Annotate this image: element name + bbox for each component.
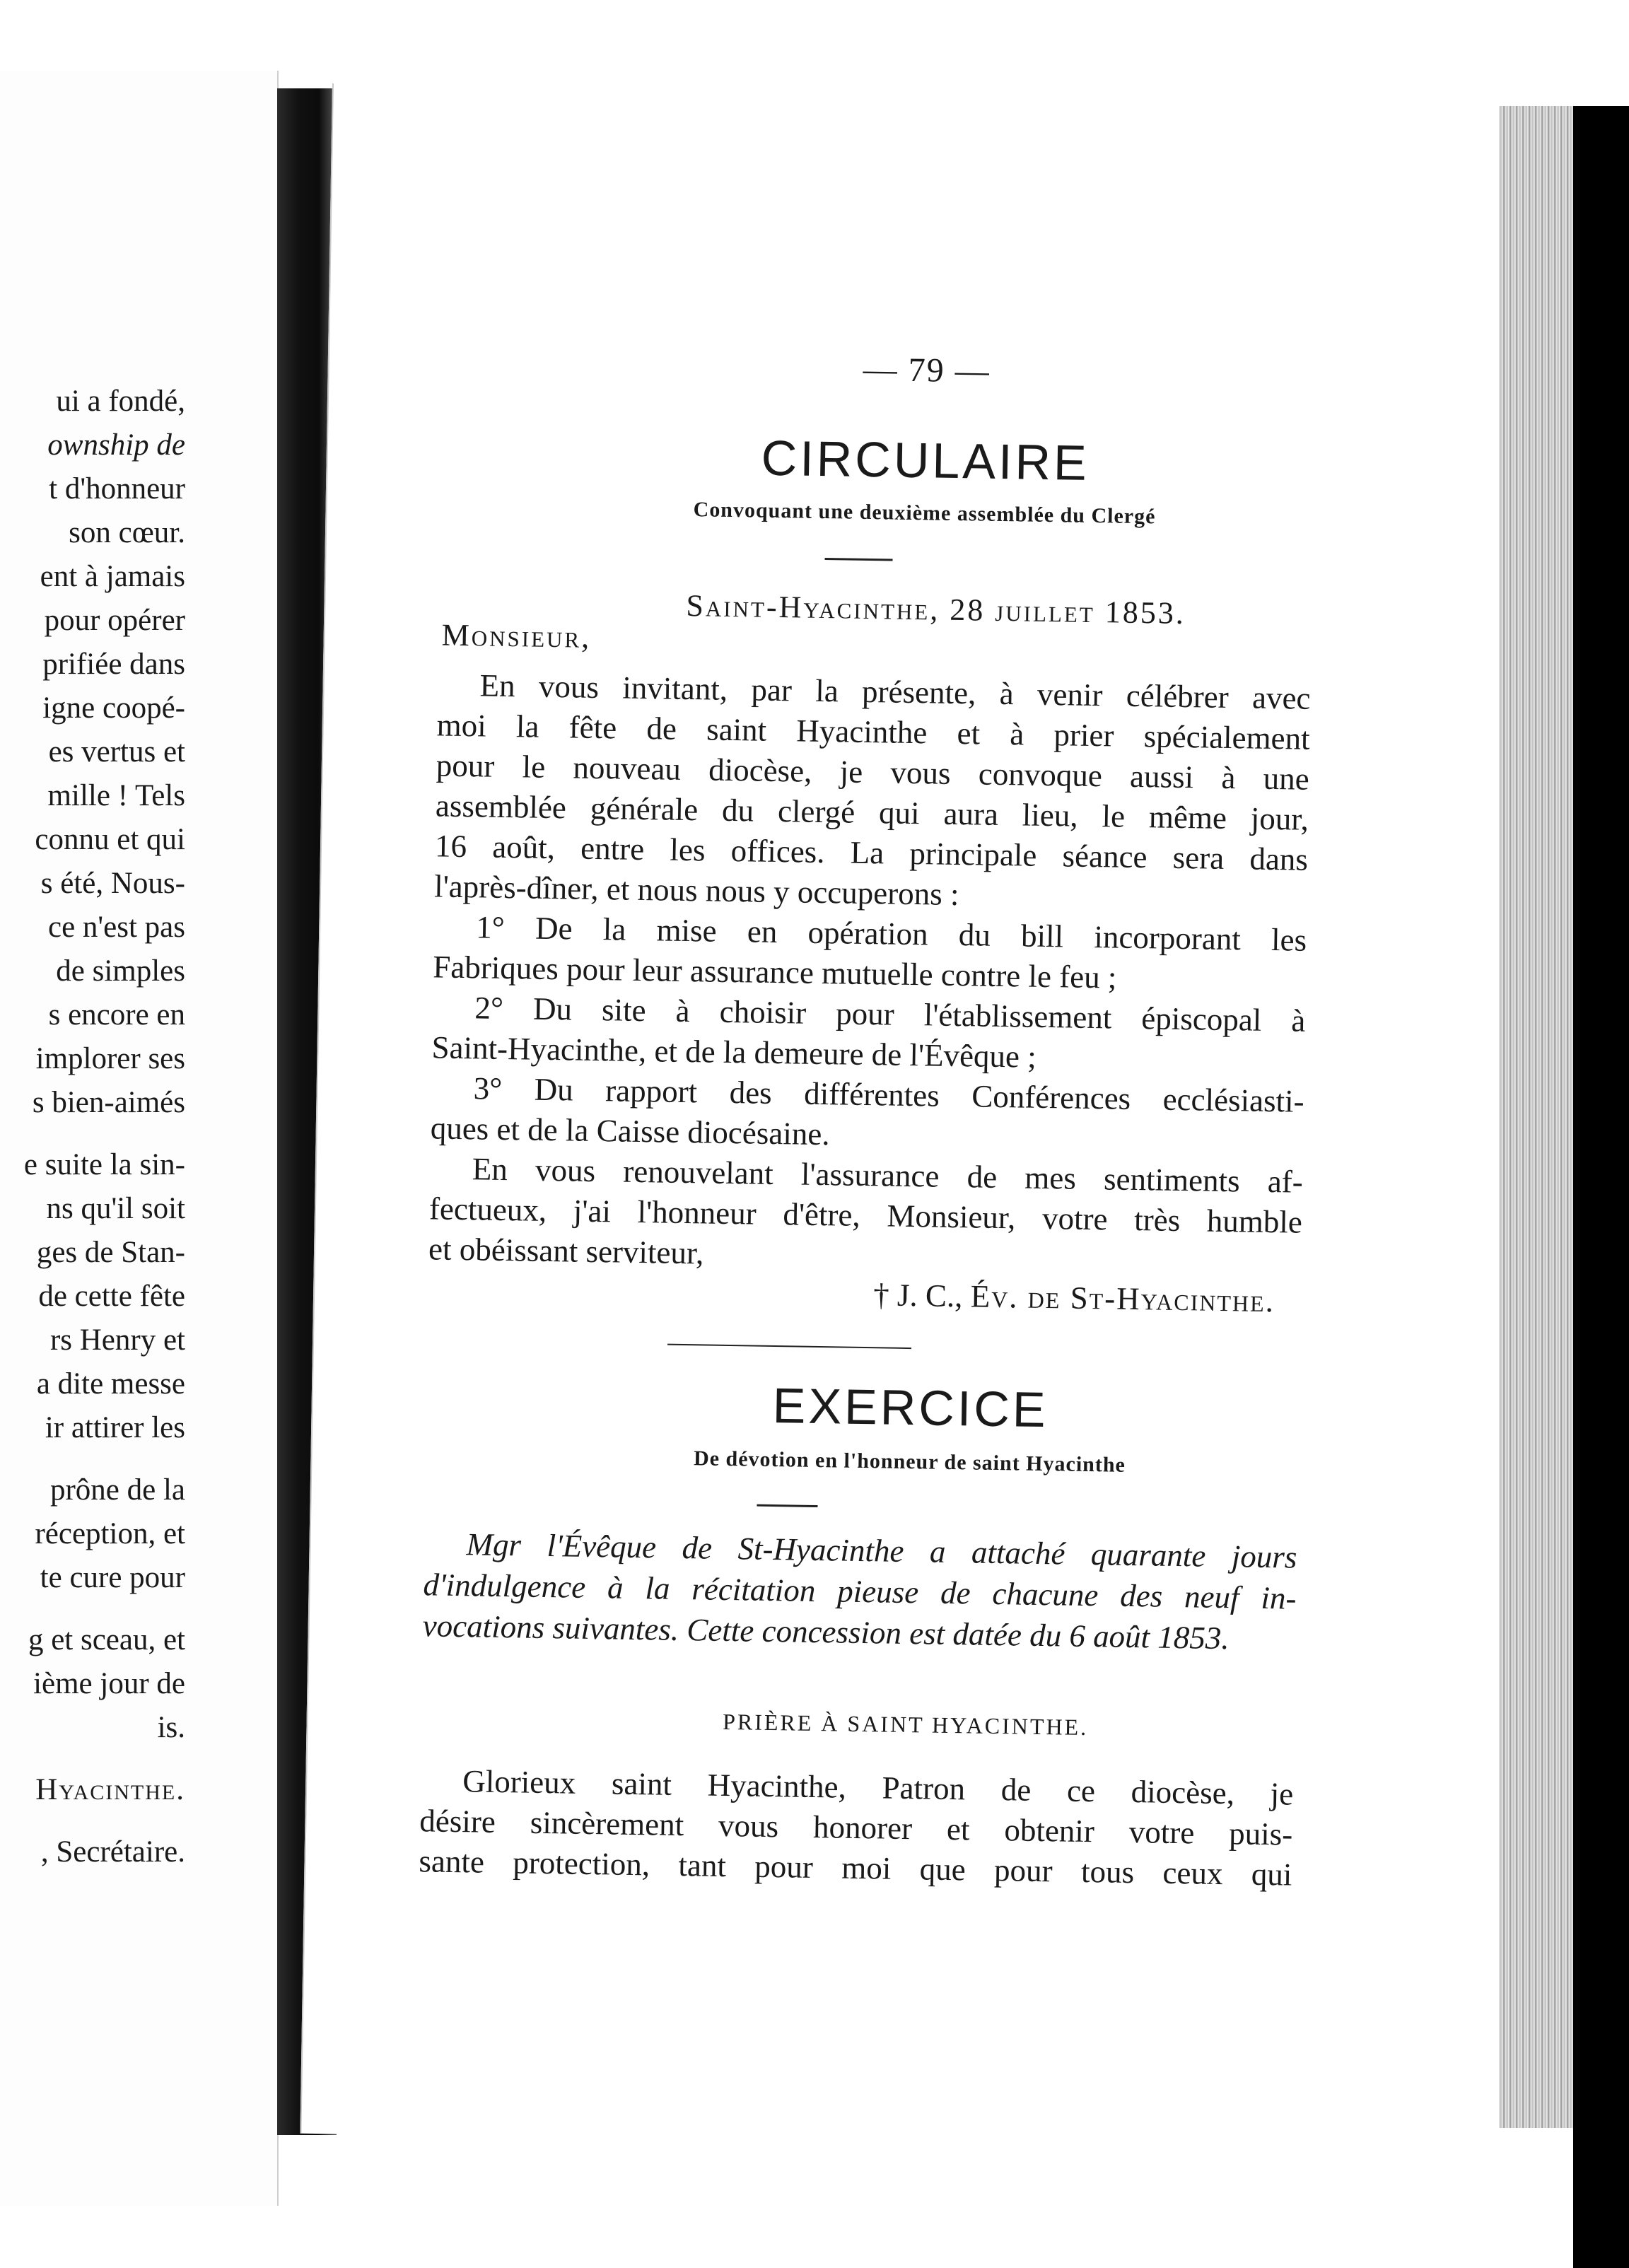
circulaire-body-line: fectueux, j'ai l'honneur d'être, Monsieur, votre très humble [428, 1191, 1303, 1240]
left-page-line: ième jour de [33, 1667, 185, 1700]
circulaire-body-line: l'après-dîner, et nous nous y occuperons : [433, 868, 959, 913]
section-rule [824, 558, 892, 561]
left-page-line: ns qu'il soit [46, 1192, 185, 1225]
circulaire-title: CIRCULAIRE [761, 430, 1090, 491]
left-page-fragment [0, 71, 279, 2206]
prayer-line: Glorieux saint Hyacinthe, Patron de ce diocèse, je [462, 1763, 1294, 1812]
left-page-line: réception, et [35, 1517, 185, 1550]
exercice-intro-line: Mgr l'Évêque de St-Hyacinthe a attaché quarante jours [466, 1526, 1297, 1575]
exercice-intro-line: d'indulgence à la récitation pieuse de chacune des neuf in- [423, 1567, 1297, 1616]
left-page-line: s bien-aimés [32, 1086, 185, 1119]
left-page-line: ui a fondé, [56, 385, 185, 418]
left-page-line: Hyacinthe. [35, 1773, 185, 1806]
signature [873, 1276, 1275, 1319]
left-page-line: connu et qui [35, 823, 185, 856]
left-page-line: rs Henry et [49, 1323, 185, 1357]
circulaire-body-line: 3° Du rapport des différentes Conférences ecclésiasti- [473, 1070, 1304, 1119]
left-page-line: ent à jamais [40, 560, 185, 593]
left-page-line: s encore en [48, 998, 185, 1031]
circulaire-body-line: En vous renouvelant l'assurance de mes sentiments af- [472, 1151, 1304, 1200]
left-page-line: mille ! Tels [47, 779, 185, 812]
left-page-line: prône de la [49, 1473, 185, 1507]
left-page-line: , Secrétaire. [40, 1835, 185, 1869]
left-page-line: pour opérer [44, 604, 185, 637]
left-page-line: igne coopé- [42, 691, 185, 725]
circulaire-subtitle: Convoquant une deuxième assemblée du Clergé [693, 498, 1156, 529]
circulaire-body-line: En vous invitant, par la présente, à venir célébrer avec [479, 667, 1311, 716]
left-page-line: e suite la sin- [23, 1148, 185, 1181]
page-edge [1499, 106, 1577, 2128]
circulaire-body-line: Fabriques pour leur assurance mutuelle contre le feu ; [433, 949, 1117, 995]
left-page-line: es vertus et [48, 735, 185, 768]
circulaire-body-line: ques et de la Caisse diocésaine. [430, 1110, 830, 1152]
signature-title: Év. de St-Hyacinthe. [970, 1278, 1275, 1319]
circulaire-body-line: pour le nouveau diocèse, je vous convoque aussi à une [436, 747, 1310, 797]
dateline: Saint-Hyacinthe, 28 juillet 1853. [686, 588, 1186, 631]
left-page-line: is. [157, 1711, 185, 1744]
left-page-line: de simples [56, 954, 185, 988]
left-page-line: ownship de [47, 428, 185, 462]
left-page-line: s été, Nous- [40, 867, 185, 900]
edge-shadow [1573, 106, 1629, 2268]
signature-initials: † J. C., [872, 1277, 971, 1314]
left-page-line: ce n'est pas [47, 911, 185, 944]
exercice-intro-line: vocations suivantes. Cette concession est datée du 6 août 1853. [422, 1608, 1230, 1656]
prayer-heading: PRIÈRE À SAINT HYACINTHE. [722, 1708, 1089, 1741]
right-page [300, 83, 1528, 2152]
circulaire-body-line: assemblée générale du clergé qui aura lieu, le même jour, [435, 788, 1309, 837]
section-divider [667, 1344, 911, 1349]
exercice-title: EXERCICE [772, 1378, 1049, 1438]
circulaire-body-line: 1° De la mise en opération du bill incorporant les [475, 909, 1307, 958]
left-page-line: g et sceau, et [28, 1623, 185, 1656]
circulaire-body-line: 16 août, entre les offices. La principale séance sera dans [434, 828, 1309, 877]
prayer-line: sante protection, tant pour moi que pour tous ceux qui [419, 1843, 1292, 1893]
left-page-line: ges de Stan- [36, 1236, 185, 1269]
left-page-line: prifiée dans [42, 648, 185, 681]
page-number: — 79 — [863, 350, 991, 390]
left-page-line: t d'honneur [49, 472, 185, 505]
circulaire-body-line: moi la fête de saint Hyacinthe et à prier spécialement [436, 707, 1311, 756]
left-page-line: son cœur. [69, 516, 185, 549]
circulaire-body-line: 2° Du site à choisir pour l'établissement épiscopal à [474, 990, 1306, 1039]
left-page-line: ir attirer les [45, 1411, 185, 1444]
salutation: Monsieur, [441, 617, 592, 655]
prayer-line: désire sincèrement vous honorer et obtenir votre puis- [419, 1803, 1293, 1852]
left-page-line: a dite messe [36, 1367, 185, 1401]
circulaire-body-line: Saint-Hyacinthe, et de la demeure de l'Évêque ; [431, 1029, 1037, 1075]
section-rule [757, 1504, 817, 1507]
circulaire-body-line: et obéissant serviteur, [428, 1231, 704, 1271]
exercice-subtitle: De dévotion en l'honneur de saint Hyacinthe [693, 1446, 1126, 1477]
left-page-line: de cette fête [38, 1280, 185, 1313]
left-page-line: implorer ses [35, 1042, 185, 1075]
left-page-line: te cure pour [40, 1561, 185, 1594]
